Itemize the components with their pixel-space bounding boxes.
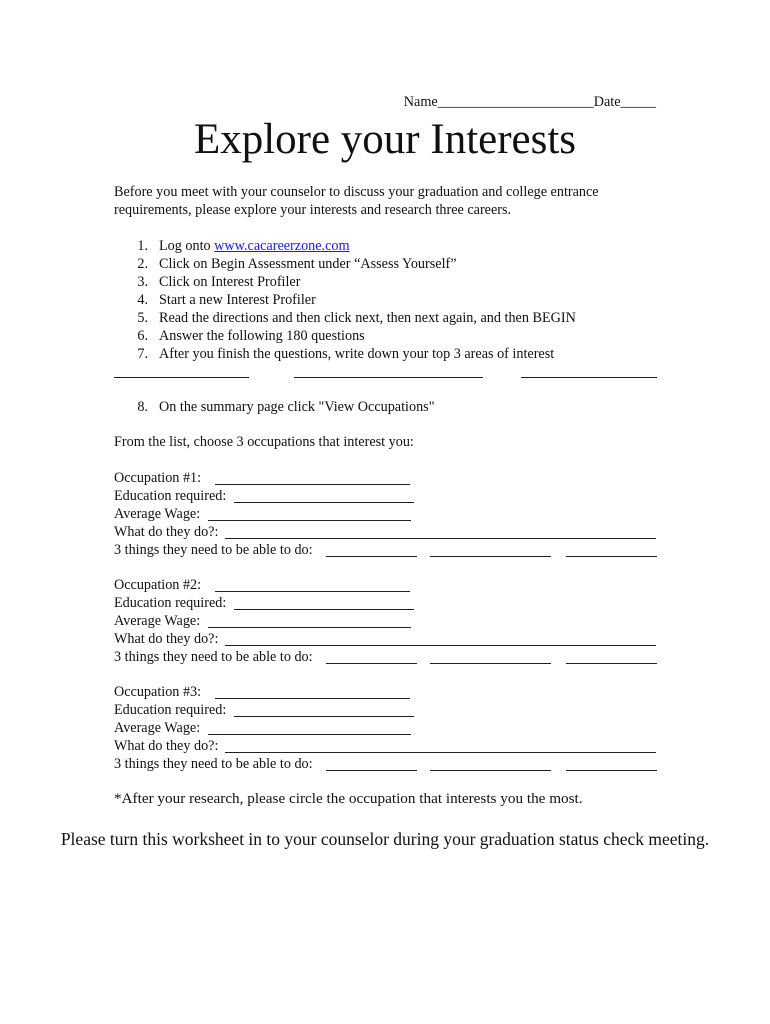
step-text: Click on Interest Profiler (159, 274, 301, 290)
page-title: Explore your Interests (193, 116, 577, 163)
step-number: 2. (137, 256, 148, 272)
step-text: Read the directions and then click next, then next again, and then BEGIN (159, 310, 576, 326)
interest-blank-1[interactable] (114, 377, 249, 378)
occupation-label: Occupation #3: (114, 684, 202, 700)
wage-blank[interactable] (208, 627, 411, 628)
education-blank[interactable] (234, 502, 414, 503)
what-blank[interactable] (225, 752, 656, 753)
step-number: 4. (137, 292, 148, 308)
wage-blank[interactable] (208, 734, 411, 735)
occupation-blank[interactable] (215, 591, 410, 592)
step-number: 3. (137, 274, 148, 290)
education-blank[interactable] (234, 609, 414, 610)
occupation-label: Occupation #2: (114, 577, 202, 593)
things-blank-1[interactable] (326, 556, 417, 557)
what-blank[interactable] (225, 645, 656, 646)
things-blank-3[interactable] (566, 770, 657, 771)
occupation-label: Occupation #1: (114, 470, 202, 486)
wage-label: Average Wage: (114, 720, 201, 736)
wage-blank[interactable] (208, 520, 411, 521)
occupation-blank[interactable] (215, 484, 410, 485)
education-blank[interactable] (234, 716, 414, 717)
education-label: Education required: (114, 702, 227, 718)
step-number: 6. (137, 328, 148, 344)
what-label: What do they do?: (114, 524, 219, 540)
footnote: *After your research, please circle the occupation that interests you the most. (114, 790, 583, 807)
wage-label: Average Wage: (114, 506, 201, 522)
step-text: Answer the following 180 questions (159, 328, 365, 344)
things-label: 3 things they need to be able to do: (114, 649, 313, 665)
interest-blank-2[interactable] (294, 377, 483, 378)
closing-instruction: Please turn this worksheet in to your counselor during your graduation status check meeting. (60, 829, 710, 849)
step-text: On the summary page click "View Occupations" (159, 399, 435, 415)
name-date-line: Name______________________Date_____ (403, 94, 656, 110)
career-zone-link[interactable]: www.cacareerzone.com (214, 238, 350, 254)
occupation-blank[interactable] (215, 698, 410, 699)
what-blank[interactable] (225, 538, 656, 539)
things-blank-3[interactable] (566, 663, 657, 664)
intro-paragraph: Before you meet with your counselor to discuss your graduation and college entrance requirements, please explore your interests and research three careers. (114, 184, 599, 218)
things-blank-1[interactable] (326, 663, 417, 664)
things-blank-2[interactable] (430, 663, 551, 664)
interest-blank-3[interactable] (521, 377, 657, 378)
step-number: 1. (137, 238, 148, 254)
education-label: Education required: (114, 488, 227, 504)
things-blank-2[interactable] (430, 556, 551, 557)
step-number: 8. (137, 399, 148, 415)
step-text: Click on Begin Assessment under “Assess Yourself” (159, 256, 457, 272)
what-label: What do they do?: (114, 631, 219, 647)
step-text: Start a new Interest Profiler (159, 292, 316, 308)
things-blank-2[interactable] (430, 770, 551, 771)
step-number: 5. (137, 310, 148, 326)
step-text: Log onto (159, 238, 215, 254)
things-blank-1[interactable] (326, 770, 417, 771)
things-label: 3 things they need to be able to do: (114, 756, 313, 772)
step-text: After you finish the questions, write down your top 3 areas of interest (159, 346, 555, 362)
things-blank-3[interactable] (566, 556, 657, 557)
step-number: 7. (137, 346, 148, 362)
things-label: 3 things they need to be able to do: (114, 542, 313, 558)
wage-label: Average Wage: (114, 613, 201, 629)
education-label: Education required: (114, 595, 227, 611)
what-label: What do they do?: (114, 738, 219, 754)
choose-prompt: From the list, choose 3 occupations that interest you: (114, 434, 414, 450)
